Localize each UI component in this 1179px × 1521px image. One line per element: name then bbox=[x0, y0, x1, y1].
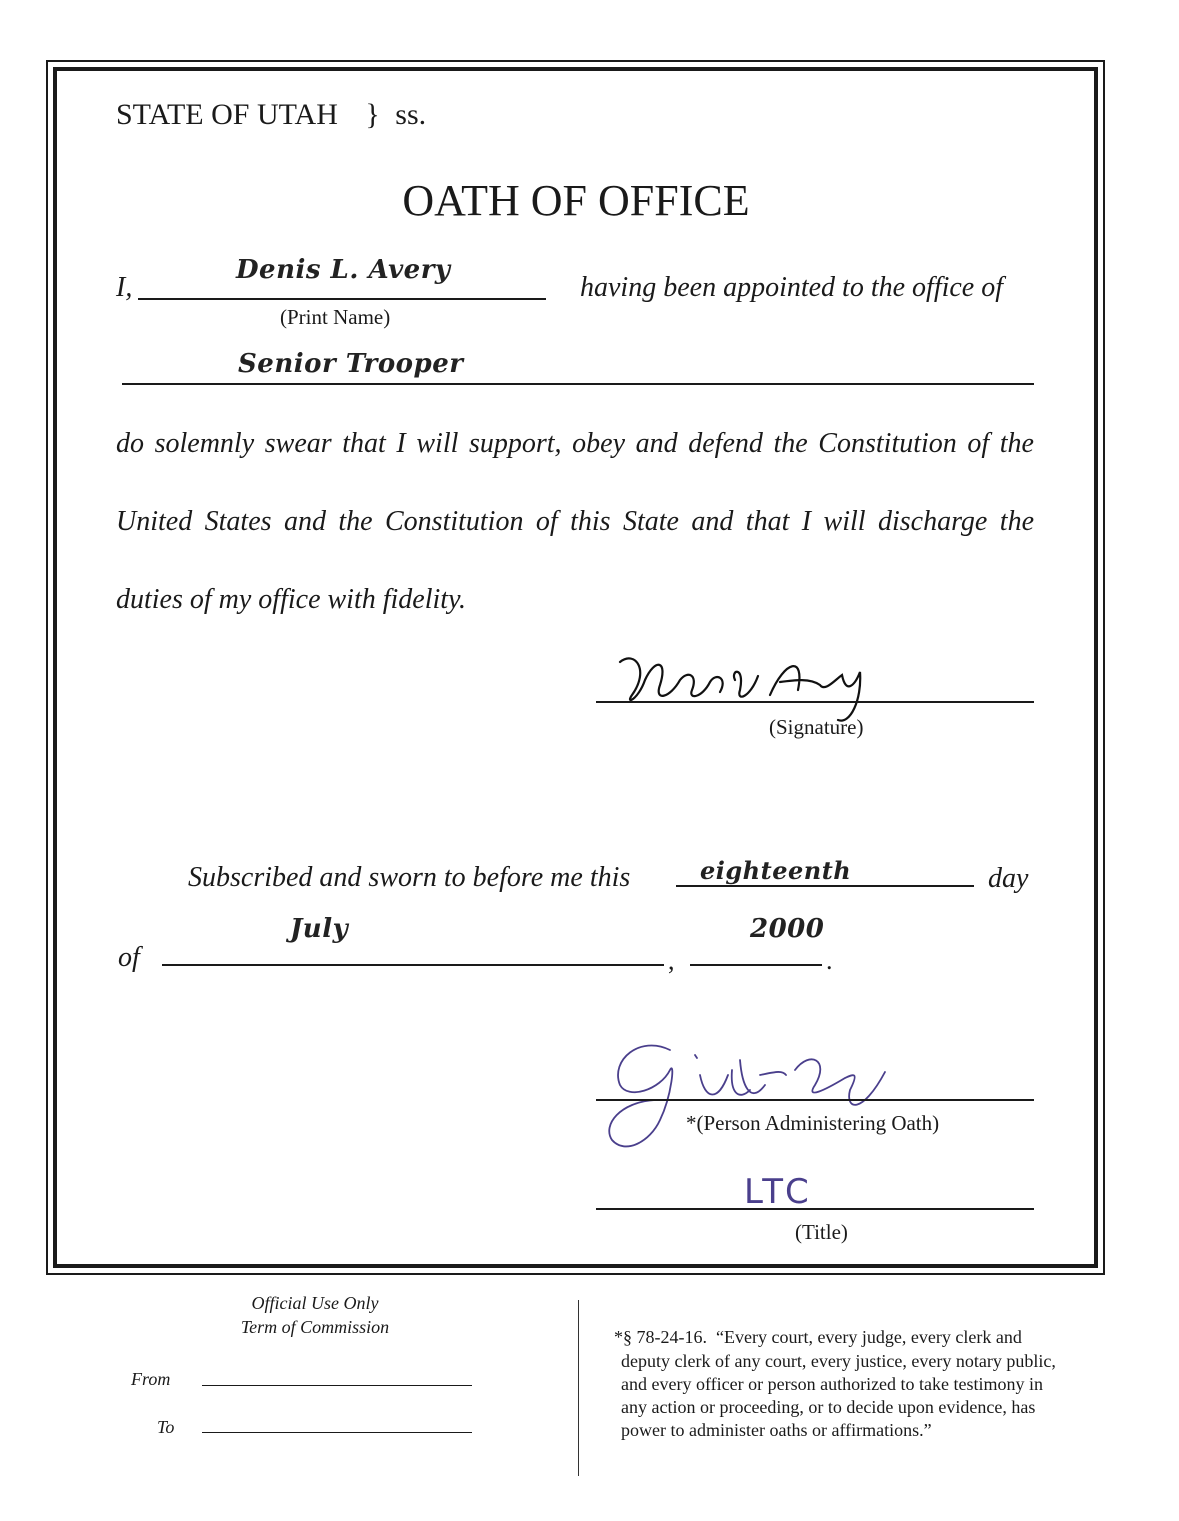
state-heading bbox=[116, 98, 426, 132]
i-prefix: I, bbox=[116, 272, 133, 303]
official-use-heading: Official Use Only bbox=[251, 1293, 379, 1313]
day-value: eighteenth bbox=[700, 856, 852, 885]
month-value: July bbox=[290, 914, 349, 944]
oath-line-2: United States and the Constitution of this State and that I will discharge the bbox=[116, 506, 1034, 537]
administrator-caption: *(Person Administering Oath) bbox=[686, 1111, 940, 1135]
print-name-caption: (Print Name) bbox=[280, 305, 391, 329]
subscribed-text: Subscribed and sworn to before me this bbox=[188, 862, 631, 893]
office-value: Senior Trooper bbox=[238, 349, 464, 379]
title-line bbox=[596, 1208, 1034, 1210]
print-name-value: Denis L. Avery bbox=[236, 255, 451, 285]
inner-border bbox=[53, 67, 1098, 1268]
year-period: . bbox=[826, 946, 833, 975]
year-value: 2000 bbox=[750, 914, 825, 944]
title-value: LTC bbox=[744, 1172, 813, 1212]
ss-label: ss. bbox=[395, 98, 427, 131]
footer-divider bbox=[578, 1300, 579, 1476]
signature-line bbox=[596, 701, 1034, 703]
office-line bbox=[122, 383, 1034, 385]
day-label: day bbox=[988, 863, 1029, 894]
print-name-line bbox=[138, 298, 546, 300]
brace: } bbox=[365, 98, 380, 131]
footnote-line-2: deputy clerk of any court, every justice, every notary public, bbox=[621, 1351, 1056, 1371]
page-title: OATH OF OFFICE bbox=[402, 176, 750, 225]
of-label: of bbox=[118, 942, 140, 973]
term-of-commission-heading: Term of Commission bbox=[240, 1317, 390, 1337]
state-name: STATE OF UTAH bbox=[116, 98, 338, 131]
footnote-line-1: *§ 78-24-16. “Every court, every judge, every clerk and bbox=[614, 1327, 1022, 1347]
administrator-line bbox=[596, 1099, 1034, 1101]
month-line bbox=[162, 964, 664, 966]
day-line bbox=[676, 885, 974, 887]
year-line bbox=[690, 964, 822, 966]
from-label: From bbox=[131, 1369, 171, 1389]
administrator-signature-image bbox=[600, 1030, 900, 1160]
to-label: To bbox=[157, 1417, 175, 1437]
signature-caption: (Signature) bbox=[769, 715, 864, 739]
title-caption: (Title) bbox=[795, 1220, 848, 1244]
month-comma: , bbox=[668, 946, 675, 975]
footnote-line-3: and every officer or person authorized to take testimony in bbox=[621, 1374, 1044, 1394]
appointed-text: having been appointed to the office of bbox=[580, 272, 1004, 303]
from-line bbox=[202, 1385, 472, 1386]
oath-line-1: do solemnly swear that I will support, obey and defend the Constitution of the bbox=[116, 428, 1034, 459]
to-line bbox=[202, 1432, 472, 1433]
footnote-line-4: any action or proceeding, or to decide upon evidence, has bbox=[621, 1397, 1036, 1417]
footnote-line-5: power to administer oaths or affirmations.” bbox=[621, 1420, 932, 1440]
oath-line-3: duties of my office with fidelity. bbox=[116, 584, 466, 615]
